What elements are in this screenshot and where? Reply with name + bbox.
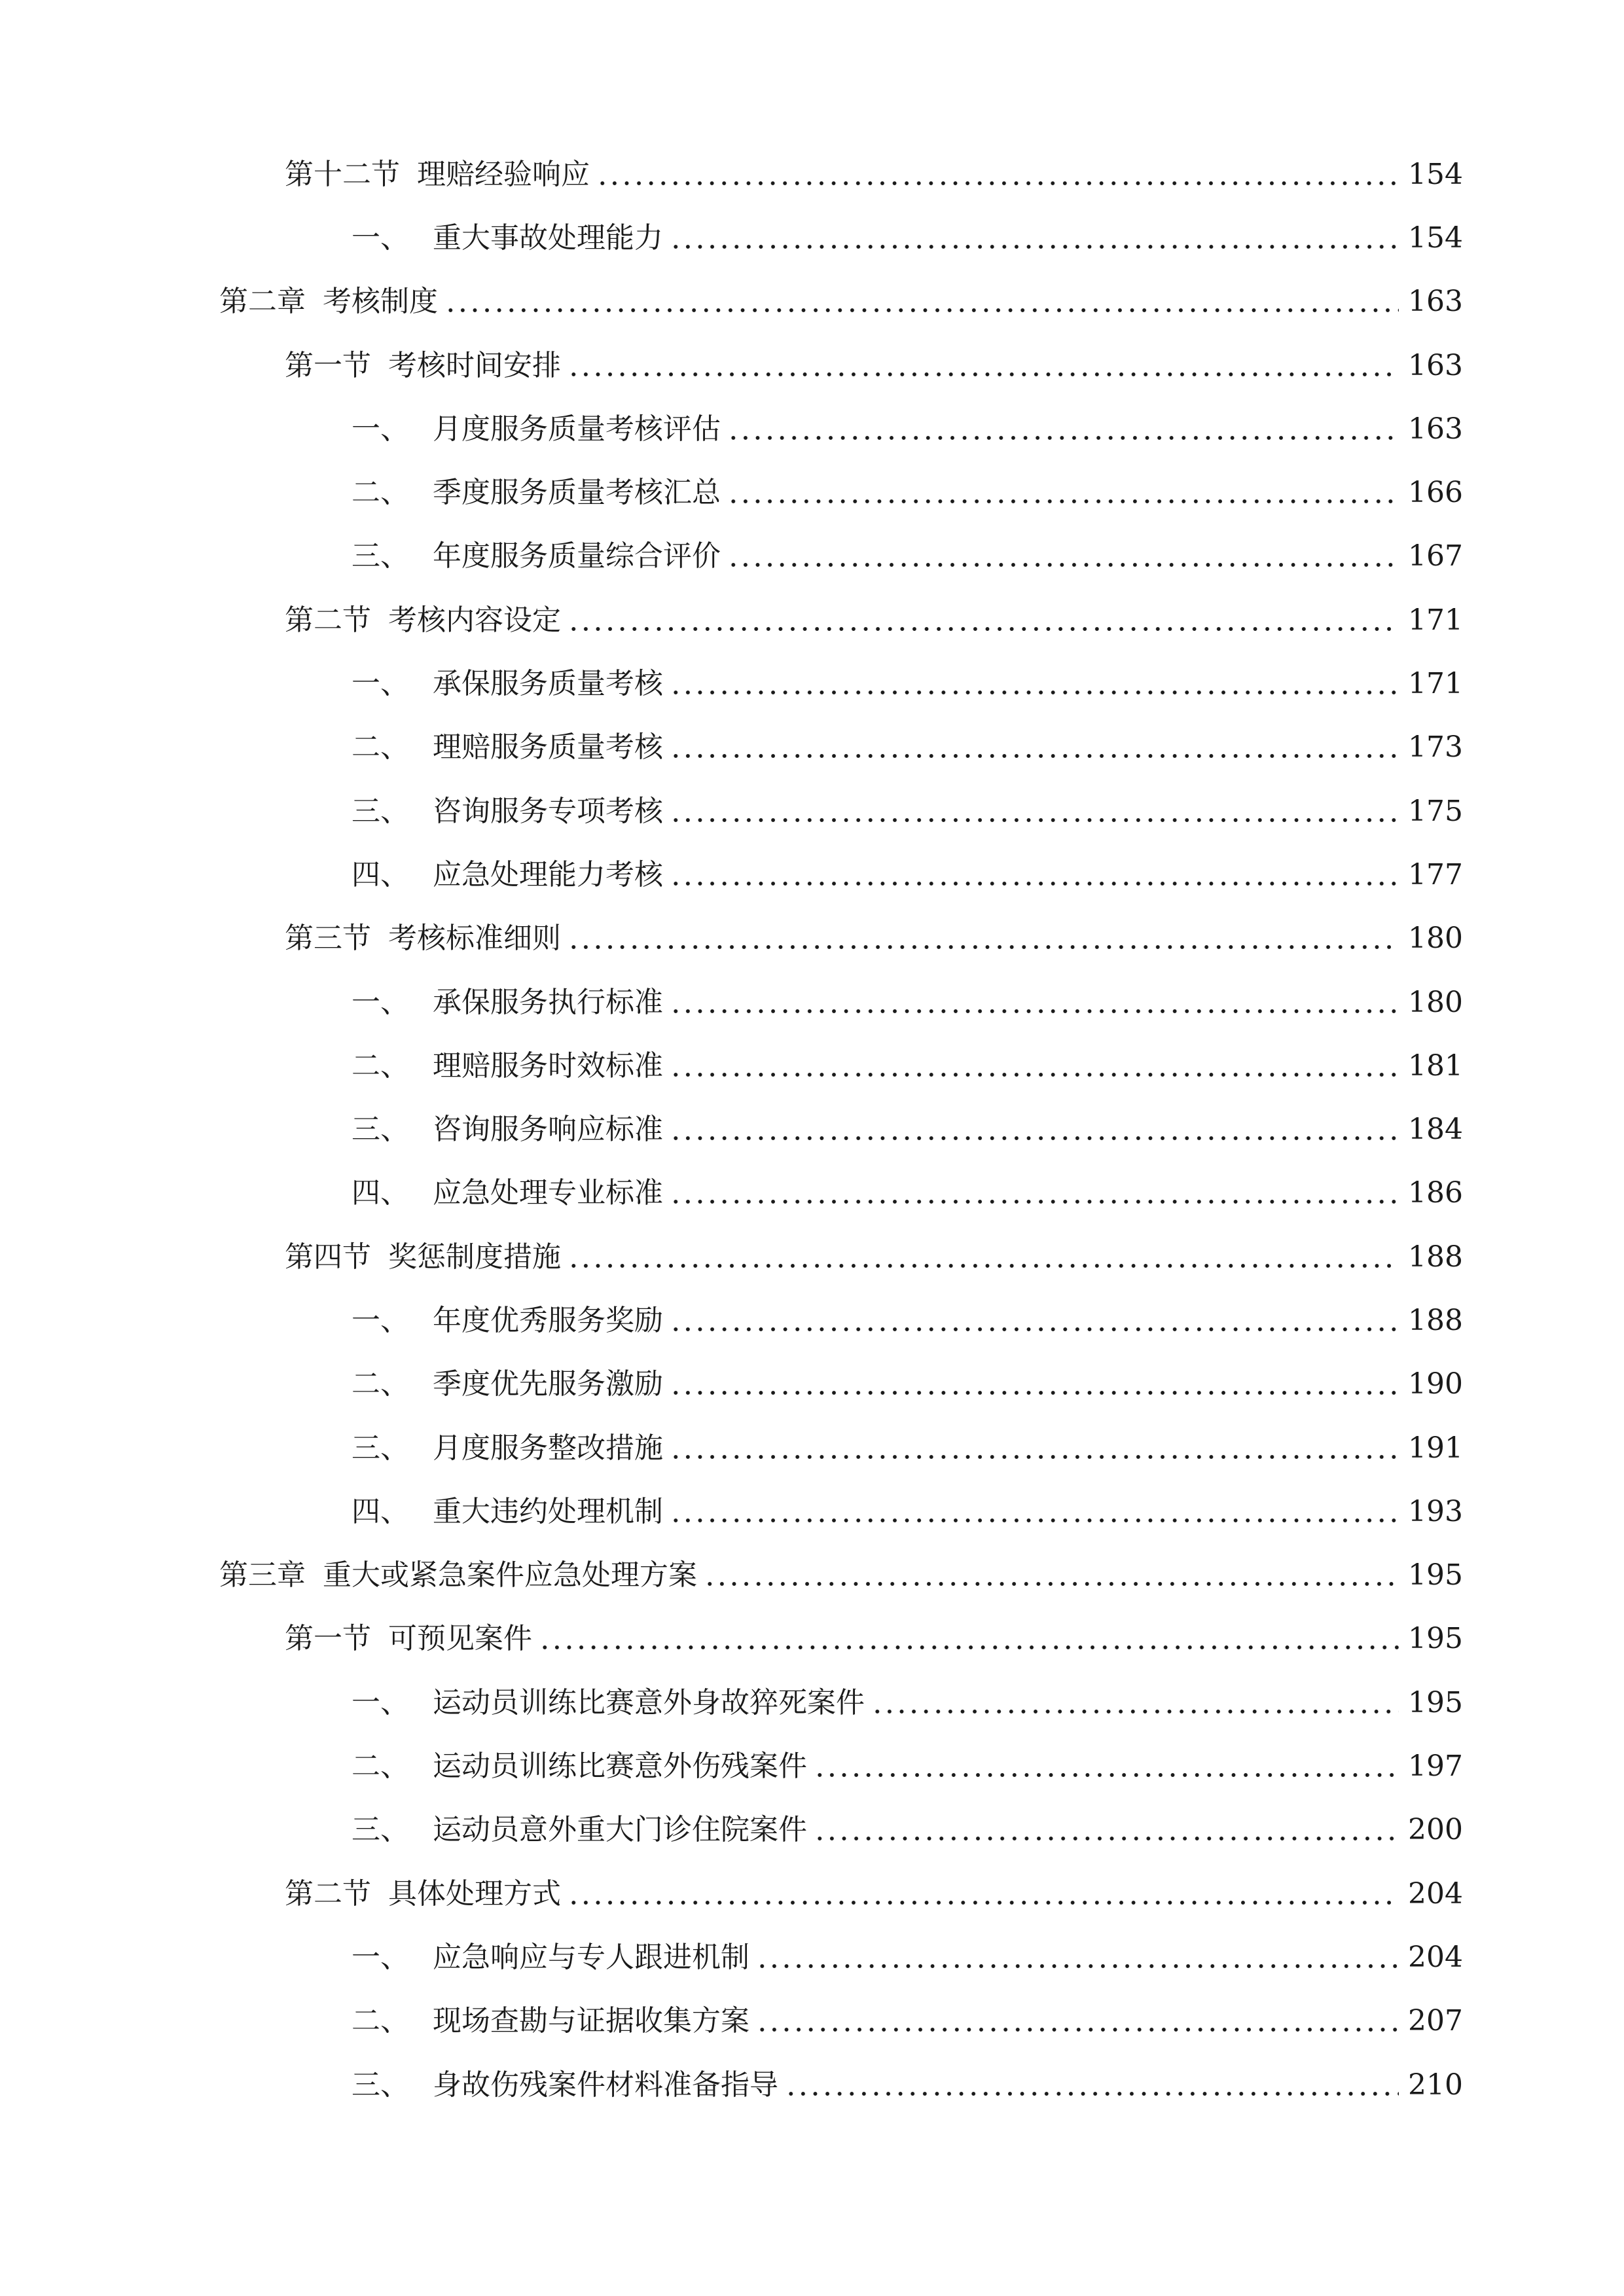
toc-entry-title: 季度优先服务激励 — [433, 1367, 663, 1401]
toc-entry-page: 207 — [1408, 2004, 1463, 2038]
toc-entry-number: 四、 — [352, 1494, 409, 1528]
toc-entry-title: 考核内容设定 — [388, 603, 561, 637]
toc-entry-number: 二、 — [352, 730, 409, 764]
dot-leader — [444, 287, 1399, 316]
toc-entry-title: 运动员意外重大门诊住院案件 — [433, 1813, 807, 1847]
toc-entry-number: 一、 — [352, 1940, 409, 1974]
dot-leader — [670, 1370, 1399, 1399]
toc-entry-page: 191 — [1408, 1431, 1463, 1465]
toc-entry-title: 理赔服务质量考核 — [433, 730, 663, 764]
toc-entry-number: 三、 — [352, 1813, 409, 1847]
toc-entry-page: 163 — [1408, 285, 1463, 319]
toc-entry-number: 三、 — [352, 539, 409, 573]
toc-entry-number: 二、 — [352, 476, 409, 510]
toc-entry-page: 195 — [1408, 1558, 1463, 1592]
toc-entry-item[interactable] — [0, 1098, 1624, 1161]
dot-leader — [568, 606, 1399, 635]
toc-entry-number: 二、 — [352, 1749, 409, 1784]
toc-entry-item[interactable] — [0, 1990, 1624, 2053]
toc-entry-number: 第一节 — [285, 1622, 371, 1656]
toc-entry-title: 运动员训练比赛意外身故猝死案件 — [433, 1685, 865, 1719]
toc-entry-page: 167 — [1408, 539, 1463, 573]
toc-entry-section[interactable] — [0, 1607, 1624, 1671]
toc-entry-item[interactable] — [0, 461, 1624, 524]
toc-entry-title: 月度服务质量考核评估 — [433, 412, 721, 446]
toc-entry-item[interactable] — [0, 1734, 1624, 1798]
toc-entry-item[interactable] — [0, 780, 1624, 843]
toc-entry-chapter[interactable] — [0, 1544, 1624, 1607]
toc-entry-title: 考核时间安排 — [388, 348, 561, 382]
toc-entry-item[interactable] — [0, 1353, 1624, 1416]
toc-entry-number: 一、 — [352, 667, 409, 701]
toc-entry-title: 现场查勘与证据收集方案 — [433, 2004, 749, 2038]
dot-leader — [756, 1943, 1399, 1972]
toc-entry-number: 第三节 — [285, 922, 371, 956]
dot-leader — [727, 542, 1399, 571]
toc-entry-title: 身故伤残案件材料准备指导 — [433, 2068, 778, 2102]
toc-entry-item[interactable] — [0, 843, 1624, 906]
toc-entry-title: 年度服务质量综合评价 — [433, 539, 721, 573]
dot-leader — [785, 2071, 1399, 2100]
toc-entry-number: 二、 — [352, 2004, 409, 2038]
toc-entry-title: 运动员训练比赛意外伤残案件 — [433, 1749, 807, 1784]
toc-entry-item[interactable] — [0, 1671, 1624, 1734]
toc-entry-title: 具体处理方式 — [388, 1876, 561, 1910]
toc-entry-page: 195 — [1408, 1685, 1463, 1719]
dot-leader — [670, 224, 1399, 253]
toc-entry-page: 193 — [1408, 1494, 1463, 1528]
toc-entry-number: 第四节 — [285, 1240, 371, 1274]
toc-entry-number: 三、 — [352, 2068, 409, 2102]
dot-leader — [670, 1498, 1399, 1526]
toc-entry-page: 171 — [1408, 603, 1463, 637]
dot-leader — [727, 415, 1399, 444]
toc-entry-item[interactable] — [0, 1926, 1624, 1989]
toc-entry-page: 180 — [1408, 985, 1463, 1019]
toc-entry-page: 163 — [1408, 412, 1463, 446]
dot-leader — [568, 351, 1399, 380]
dot-leader — [670, 1179, 1399, 1208]
toc-entry-page: 210 — [1408, 2068, 1463, 2102]
toc-entry-item[interactable] — [0, 971, 1624, 1034]
toc-entry-number: 第一节 — [285, 348, 371, 382]
toc-entry-page: 180 — [1408, 922, 1463, 956]
dot-leader — [814, 1752, 1399, 1781]
toc-entry-section[interactable] — [0, 907, 1624, 971]
toc-entry-title: 理赔经验响应 — [417, 157, 590, 191]
toc-entry-title: 承保服务质量考核 — [433, 667, 663, 701]
toc-entry-item[interactable] — [0, 1162, 1624, 1225]
toc-entry-section[interactable] — [0, 1862, 1624, 1926]
toc-entry-item[interactable] — [0, 525, 1624, 588]
dot-leader — [568, 1880, 1399, 1909]
toc-entry-page: 195 — [1408, 1622, 1463, 1656]
toc-entry-chapter[interactable] — [0, 270, 1624, 334]
toc-entry-item[interactable] — [0, 1799, 1624, 1862]
toc-entry-page: 190 — [1408, 1367, 1463, 1401]
toc-entry-title: 承保服务执行标准 — [433, 985, 663, 1019]
toc-entry-title: 重大事故处理能力 — [433, 221, 663, 255]
toc-entry-page: 186 — [1408, 1176, 1463, 1210]
dot-leader — [670, 1434, 1399, 1463]
dot-leader — [670, 733, 1399, 762]
toc-entry-number: 一、 — [352, 221, 409, 255]
toc-entry-section[interactable] — [0, 143, 1624, 206]
toc-entry-title: 奖惩制度措施 — [388, 1240, 561, 1274]
dot-leader — [670, 1306, 1399, 1335]
toc-entry-section[interactable] — [0, 588, 1624, 652]
dot-leader — [568, 924, 1399, 953]
toc-entry-section[interactable] — [0, 1225, 1624, 1289]
toc-entry-page: 188 — [1408, 1240, 1463, 1274]
toc-entry-number: 第二节 — [285, 603, 371, 637]
toc-entry-title: 应急响应与专人跟进机制 — [433, 1940, 749, 1974]
toc-entry-item[interactable] — [0, 652, 1624, 715]
toc-entry-title: 考核制度 — [323, 285, 438, 319]
dot-leader — [670, 1115, 1399, 1144]
toc-entry-title: 季度服务质量考核汇总 — [433, 476, 721, 510]
dot-leader — [568, 1243, 1399, 1272]
toc-entry-item[interactable] — [0, 1289, 1624, 1352]
toc-entry-page: 154 — [1408, 221, 1463, 255]
toc-entry-page: 204 — [1408, 1940, 1463, 1974]
dot-leader — [670, 1052, 1399, 1081]
toc-entry-page: 154 — [1408, 157, 1463, 191]
toc-entry-page: 171 — [1408, 667, 1463, 701]
toc-entry-title: 可预见案件 — [388, 1622, 532, 1656]
toc-entry-number: 三、 — [352, 1431, 409, 1465]
toc-entry-item[interactable] — [0, 1480, 1624, 1543]
toc-entry-number: 一、 — [352, 985, 409, 1019]
toc-entry-item[interactable] — [0, 206, 1624, 270]
toc-entry-title: 应急处理专业标准 — [433, 1176, 663, 1210]
toc-entry-page: 181 — [1408, 1049, 1463, 1083]
dot-leader — [670, 670, 1399, 698]
toc-entry-number: 一、 — [352, 412, 409, 446]
table-of-contents — [0, 143, 1624, 2117]
toc-entry-number: 四、 — [352, 857, 409, 891]
toc-entry-title: 应急处理能力考核 — [433, 857, 663, 891]
toc-entry-title: 咨询服务响应标准 — [433, 1113, 663, 1147]
toc-entry-title: 咨询服务专项考核 — [433, 794, 663, 828]
toc-entry-title: 重大或紧急案件应急处理方案 — [323, 1558, 697, 1592]
toc-entry-number: 第二章 — [219, 285, 306, 319]
dot-leader — [670, 861, 1399, 889]
toc-entry-item[interactable] — [0, 1034, 1624, 1098]
dot-leader — [727, 478, 1399, 507]
toc-entry-page: 163 — [1408, 348, 1463, 382]
dot-leader — [871, 1689, 1399, 1717]
toc-entry-page: 197 — [1408, 1749, 1463, 1784]
toc-entry-page: 188 — [1408, 1303, 1463, 1337]
toc-entry-item[interactable] — [0, 397, 1624, 461]
toc-entry-number: 第十二节 — [285, 157, 400, 191]
toc-entry-number: 二、 — [352, 1367, 409, 1401]
toc-entry-page: 173 — [1408, 730, 1463, 764]
toc-entry-item[interactable] — [0, 2053, 1624, 2117]
dot-leader — [756, 2007, 1399, 2036]
toc-entry-page: 175 — [1408, 794, 1463, 828]
toc-entry-number: 三、 — [352, 1113, 409, 1147]
toc-entry-page: 177 — [1408, 857, 1463, 891]
dot-leader — [814, 1816, 1399, 1844]
dot-leader — [670, 988, 1399, 1017]
dot-leader — [670, 797, 1399, 826]
dot-leader — [539, 1624, 1399, 1653]
toc-entry-number: 第二节 — [285, 1876, 371, 1910]
toc-entry-title: 年度优秀服务奖励 — [433, 1303, 663, 1337]
toc-entry-page: 200 — [1408, 1813, 1463, 1847]
dot-leader — [704, 1561, 1399, 1590]
toc-entry-page: 184 — [1408, 1113, 1463, 1147]
toc-entry-item[interactable] — [0, 716, 1624, 780]
toc-entry-section[interactable] — [0, 334, 1624, 397]
toc-entry-page: 204 — [1408, 1876, 1463, 1910]
toc-entry-page: 166 — [1408, 476, 1463, 510]
toc-entry-number: 一、 — [352, 1685, 409, 1719]
toc-entry-item[interactable] — [0, 1416, 1624, 1480]
toc-entry-number: 一、 — [352, 1303, 409, 1337]
toc-entry-number: 四、 — [352, 1176, 409, 1210]
toc-entry-number: 二、 — [352, 1049, 409, 1083]
dot-leader — [596, 160, 1399, 189]
toc-entry-number: 三、 — [352, 794, 409, 828]
toc-entry-title: 重大违约处理机制 — [433, 1494, 663, 1528]
toc-entry-title: 考核标准细则 — [388, 922, 561, 956]
toc-entry-number: 第三章 — [219, 1558, 306, 1592]
toc-entry-title: 月度服务整改措施 — [433, 1431, 663, 1465]
toc-entry-title: 理赔服务时效标准 — [433, 1049, 663, 1083]
